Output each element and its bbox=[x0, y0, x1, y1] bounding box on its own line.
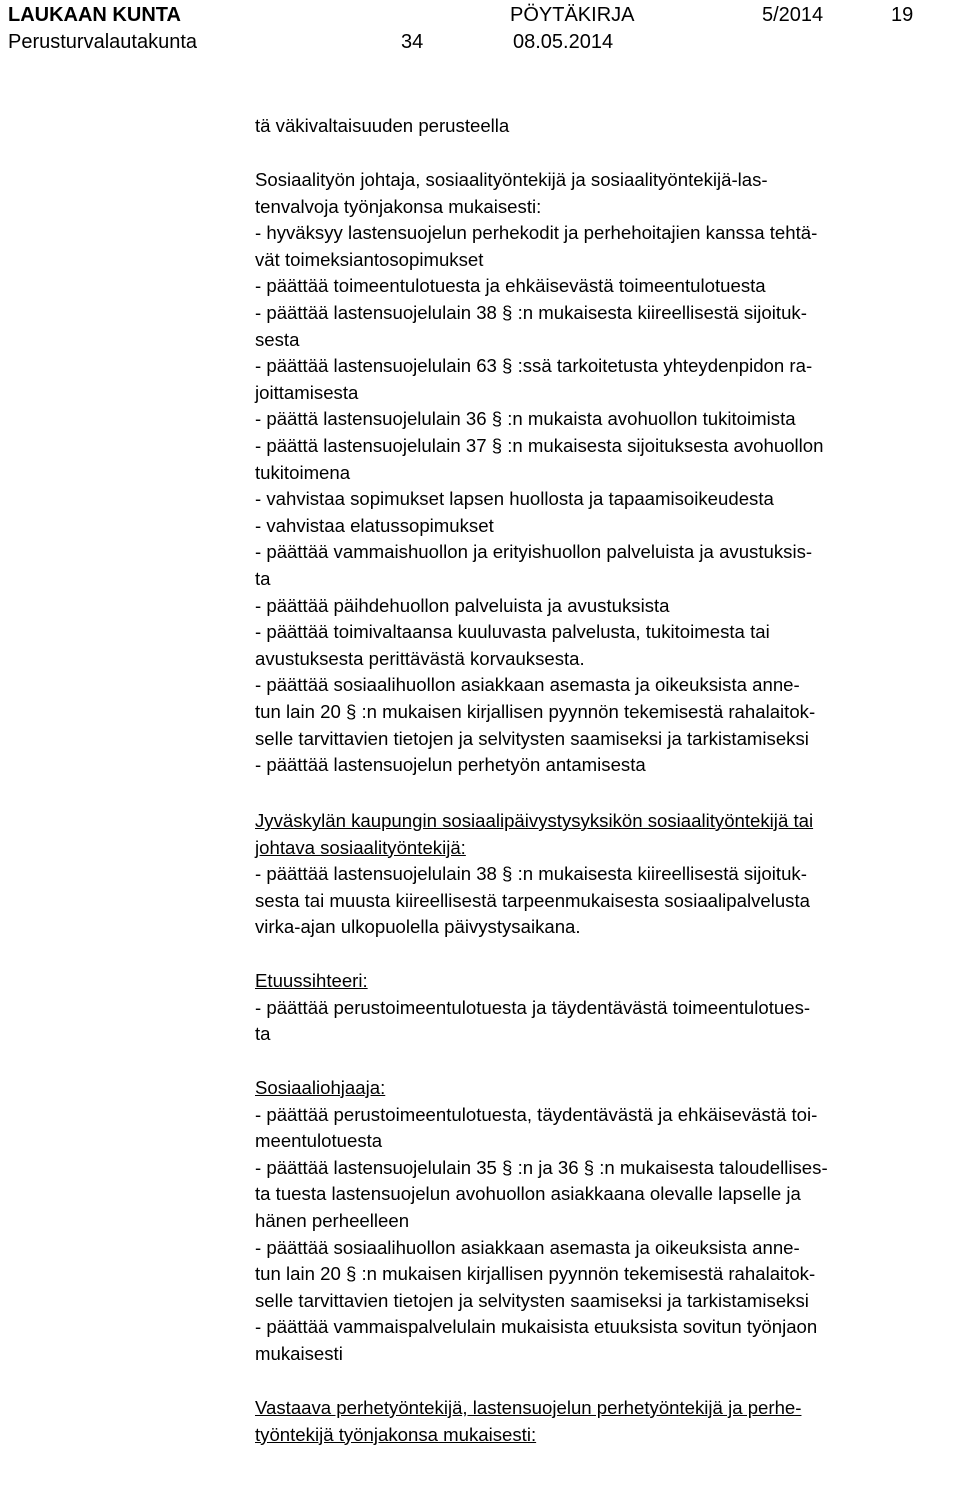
section-heading-line: Vastaava perhetyöntekijä, lastensuojelun perhetyöntekijä ja perhe- bbox=[255, 1397, 802, 1418]
text-line: Sosiaalityön johtaja, sosiaalityöntekijä ja sosiaalityöntekijä-las- bbox=[255, 169, 768, 190]
text-line: - päättää toimivaltaansa kuuluvasta palvelusta, tukitoimesta tai bbox=[255, 621, 770, 643]
document-number: 5/2014 bbox=[762, 4, 824, 26]
text-line: tun lain 20 § :n mukaisen kirjallisen pyynnön tekemisestä rahalaitok- bbox=[255, 1263, 816, 1285]
text-line: tukitoimena bbox=[255, 461, 351, 483]
section-heading-line: Jyväskylän kaupungin sosiaalipäivystysyksikön sosiaalityöntekijä tai bbox=[255, 810, 814, 831]
document-type: PÖYTÄKIRJA bbox=[510, 4, 635, 26]
board-name: Perusturvalautakunta bbox=[8, 31, 198, 53]
section-number: 34 bbox=[401, 31, 424, 53]
text-line: ta bbox=[255, 568, 271, 589]
text-line: - päättä lastensuojelulain 36 § :n mukaista avohuollon tukitoimista bbox=[255, 408, 796, 430]
meeting-date: 08.05.2014 bbox=[513, 31, 614, 53]
text-line: ta bbox=[255, 1023, 271, 1045]
municipality-name: LAUKAAN KUNTA bbox=[8, 4, 181, 26]
text-line: - päättää vammaishuollon ja erityishuollon palveluista ja avustuksis- bbox=[255, 541, 813, 563]
section-heading-line: Sosiaaliohjaaja: bbox=[255, 1077, 386, 1098]
text-line: mukaisesti bbox=[255, 1343, 343, 1364]
text-line: ta tuesta lastensuojelun avohuollon asiakkaana olevalle lapselle ja bbox=[255, 1183, 801, 1205]
section-heading-line: työntekijä työnjakonsa mukaisesti: bbox=[255, 1423, 537, 1445]
text-line: - päättää lastensuojelulain 35 § :n ja 36 § :n mukaisesta taloudellises- bbox=[255, 1156, 828, 1178]
text-line: - päättää toimeentulotuesta ja ehkäisevästä toimeentulotuesta bbox=[255, 275, 766, 297]
text-line: sesta tai muusta kiireellisestä tarpeenmukaisesta sosiaalipalvelusta bbox=[255, 889, 810, 911]
text-line: - päättä lastensuojelulain 37 § :n mukaisesta sijoituksesta avohuollon bbox=[255, 435, 824, 456]
text-line: - päättää sosiaalihuollon asiakkaan asemasta ja oikeuksista anne- bbox=[255, 1236, 800, 1258]
text-line: - päättää sosiaalihuollon asiakkaan asemasta ja oikeuksista anne- bbox=[255, 674, 800, 696]
text-line: - päättää lastensuojelulain 38 § :n mukaisesta kiireellisestä sijoituk- bbox=[255, 302, 807, 323]
text-line: tun lain 20 § :n mukaisen kirjallisen pyynnön tekemisestä rahalaitok- bbox=[255, 701, 816, 722]
text-line: - päättää lastensuojelulain 63 § :ssä tarkoitetusta yhteydenpidon ra- bbox=[255, 355, 813, 377]
text-line: - päättää perustoimeentulotuesta ja täydentävästä toimeentulotues- bbox=[255, 996, 811, 1018]
text-line: sesta bbox=[255, 328, 300, 350]
text-line: - vahvistaa sopimukset lapsen huollosta ja tapaamisoikeudesta bbox=[255, 488, 774, 510]
text-line: tä väkivaltaisuuden perusteella bbox=[255, 115, 510, 136]
section-heading-line: Etuussihteeri: bbox=[255, 970, 368, 991]
page-number: 19 bbox=[891, 4, 914, 26]
text-line: - päättää päihdehuollon palveluista ja avustuksista bbox=[255, 594, 670, 616]
text-line: vät toimeksiantosopimukset bbox=[255, 248, 484, 270]
text-line: - päättää lastensuojelulain 38 § :n mukaisesta kiireellisestä sijoituk- bbox=[255, 863, 807, 885]
text-line: tenvalvoja työnjakonsa mukaisesti: bbox=[255, 195, 542, 217]
section-heading-line: johtava sosiaalityöntekijä: bbox=[255, 836, 466, 858]
text-line: meentulotuesta bbox=[255, 1130, 383, 1152]
text-line: - päättää lastensuojelun perhetyön antamisesta bbox=[255, 754, 646, 776]
text-line: - vahvistaa elatussopimukset bbox=[255, 514, 494, 536]
text-line: selle tarvittavien tietojen ja selvitysten saamiseksi ja tarkistamiseksi bbox=[255, 727, 809, 749]
text-line: - päättää perustoimeentulotuesta, täydentävästä ja ehkäisevästä toi- bbox=[255, 1103, 818, 1125]
text-line: virka-ajan ulkopuolella päivystysaikana. bbox=[255, 916, 581, 938]
text-line: hänen perheelleen bbox=[255, 1210, 410, 1231]
text-line: selle tarvittavien tietojen ja selvitysten saamiseksi ja tarkistamiseksi bbox=[255, 1289, 809, 1311]
text-line: joittamisesta bbox=[255, 381, 359, 403]
text-line: avustuksesta perittävästä korvauksesta. bbox=[255, 647, 585, 669]
text-line: - hyväksyy lastensuojelun perhekodit ja perhehoitajien kanssa tehtä- bbox=[255, 222, 818, 244]
text-line: - päättää vammaispalvelulain mukaisista etuuksista sovitun työnjaon bbox=[255, 1316, 818, 1338]
